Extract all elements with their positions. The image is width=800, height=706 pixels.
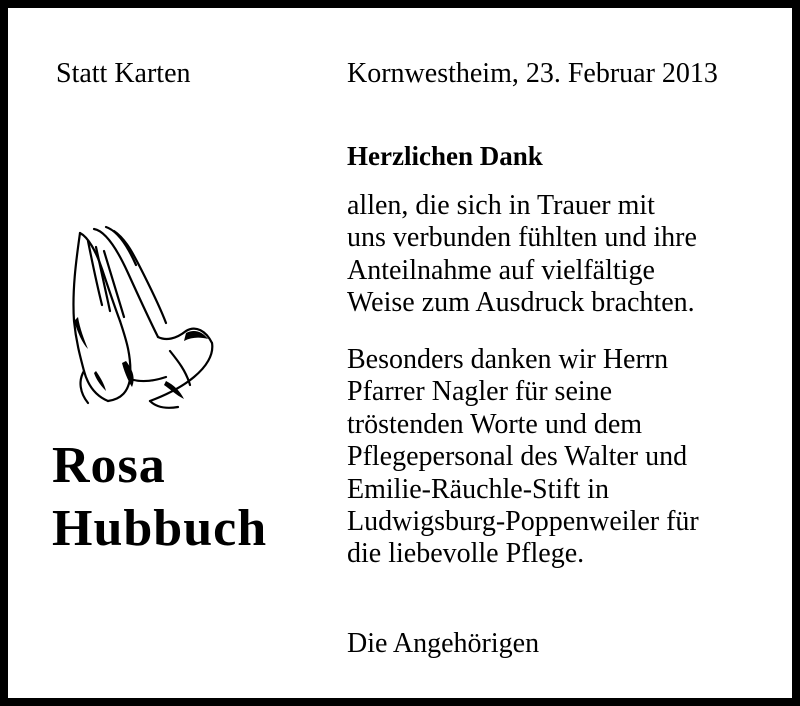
place-date-line: Kornwestheim, 23. Februar 2013	[347, 58, 718, 89]
paragraph-line: tröstenden Worte und dem	[347, 408, 643, 440]
paragraph-line: uns verbunden fühlten und ihre	[347, 222, 697, 254]
heading-herzlichen-dank: Herzlichen Dank	[347, 141, 543, 171]
signature-die-angehoerigen: Die Angehörigen	[347, 628, 540, 659]
praying-hands-icon	[66, 221, 226, 411]
paragraph-line: Weise zum Ausdruck brachten.	[347, 287, 695, 319]
paragraph-line: Anteilnahme auf vielfältige	[347, 254, 655, 286]
statt-karten-label: Statt Karten	[56, 58, 191, 89]
paragraph-line: Pfarrer Nagler für seine	[347, 376, 613, 408]
paragraph-line: allen, die sich in Trauer mit	[347, 190, 655, 221]
paragraph-line: die liebevolle Pflege.	[347, 538, 585, 570]
paragraph-line: Besonders danken wir Herrn	[347, 344, 669, 375]
deceased-first-name: Rosa	[52, 437, 166, 494]
paragraph-line: Ludwigsburg-Poppenweiler für	[347, 506, 699, 538]
thanks-paragraph-1	[347, 190, 767, 320]
deceased-last-name: Hubbuch	[52, 500, 268, 557]
thanks-paragraph-2	[347, 344, 767, 571]
paragraph-line: Emilie-Räuchle-Stift in	[347, 473, 610, 505]
paragraph-line: Pflegepersonal des Walter und	[347, 441, 688, 473]
